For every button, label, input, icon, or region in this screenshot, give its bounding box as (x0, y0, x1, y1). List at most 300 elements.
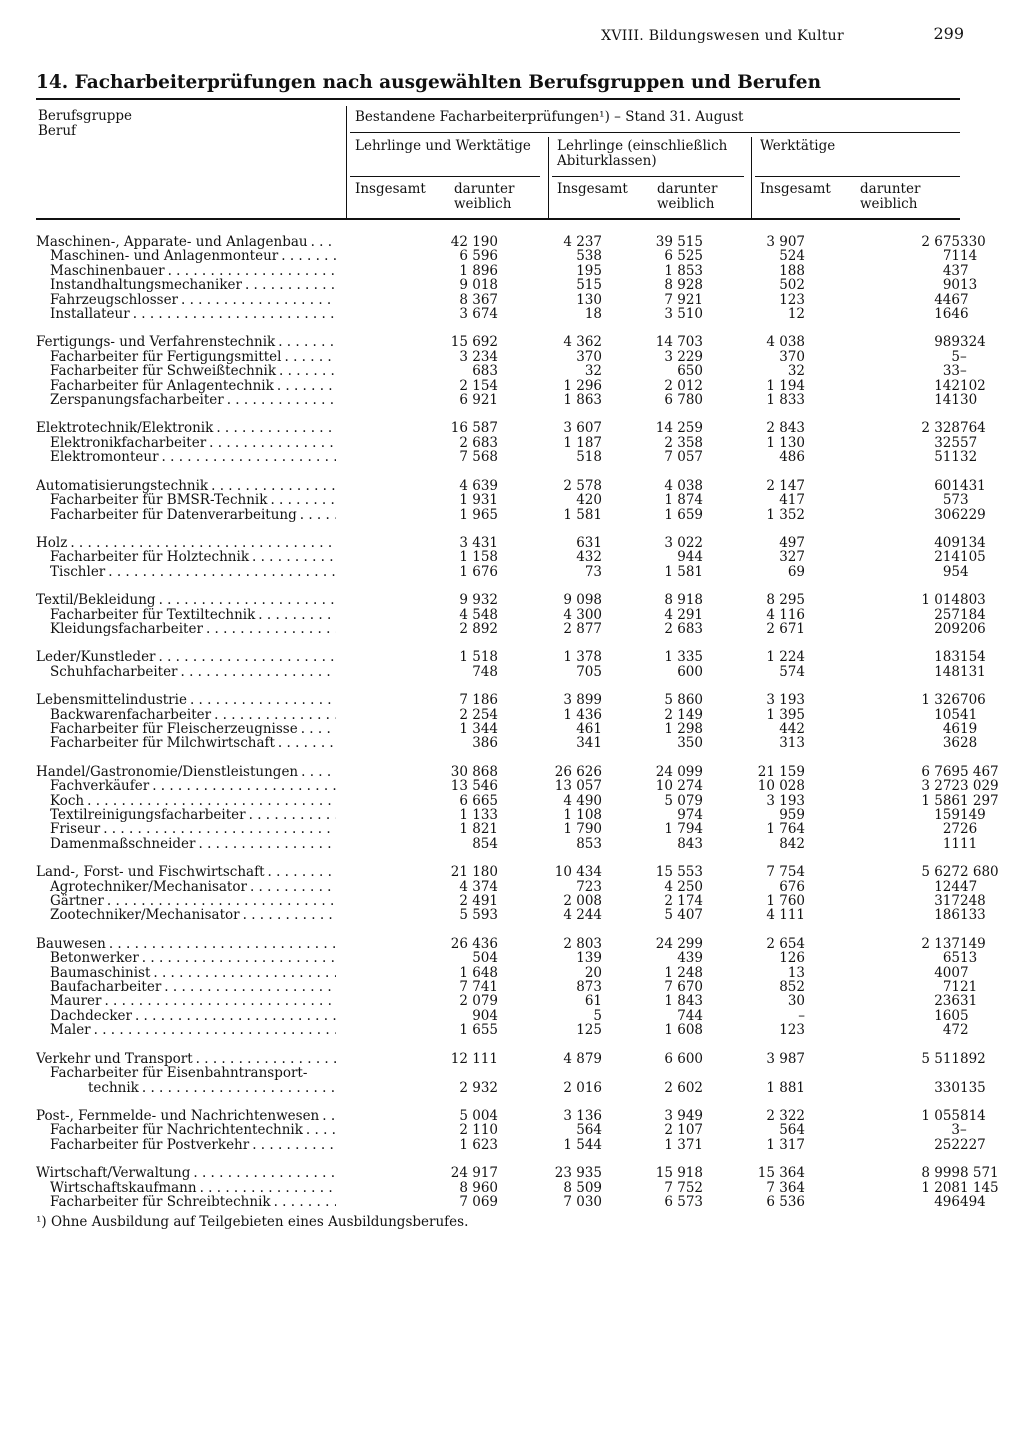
total-apprentices-cell: 4 291 (664, 606, 703, 623)
total-workers-cell: 257 (934, 606, 960, 623)
female-apprentices-cell: 1 352 (766, 506, 805, 523)
female-all-cell: 3 136 (563, 1107, 602, 1124)
row-label (36, 765, 336, 779)
total-all-cell: 1 623 (459, 1136, 498, 1153)
female-apprentices-cell: 1 395 (766, 706, 805, 723)
total-all-cell: 8 367 (459, 291, 498, 308)
total-apprentices-cell: 5 860 (664, 692, 703, 709)
row-label (36, 350, 336, 364)
group-row: Textil/Bekleidung . . . 9 932 9 098 8 918 8 295 1 014 803 (36, 593, 960, 607)
occupation-row: Facharbeiter für Anlagentechnik . . . 2 154 1 296 2 012 1 194 142 102 (36, 379, 960, 393)
leader-dots (278, 335, 336, 349)
row-label (36, 608, 336, 622)
group-row: Holz . . . 3 431 631 3 022 497 409 134 (36, 536, 960, 550)
leader-dots (270, 493, 336, 507)
female-apprentices-cell: 1 224 (766, 649, 805, 666)
spacer-cell (336, 1109, 399, 1123)
total-all-cell: 2 154 (459, 377, 498, 394)
row-label-text: Dachdecker (50, 1009, 135, 1023)
total-workers-cell: 95 (942, 563, 960, 580)
col-female-2-line2: weiblich (657, 196, 715, 212)
gap-cell (36, 407, 960, 421)
group-gap (36, 522, 960, 536)
total-workers-cell: 2 328 (921, 420, 960, 437)
data-table (36, 234, 999, 1210)
total-all-cell: 904 (472, 1007, 498, 1024)
total-workers-cell: 1 208 (921, 1179, 960, 1196)
female-apprentices-cell: 852 (779, 979, 805, 996)
leader-dots (159, 593, 336, 607)
leader-dots (87, 794, 336, 808)
spacer-cell (336, 1052, 399, 1066)
female-apprentices-cell: 1 881 (766, 1079, 805, 1096)
total-apprentices-cell: 974 (677, 807, 703, 823)
female-apprentices-cell: 123 (779, 1022, 805, 1039)
total-all-cell: 1 676 (459, 563, 498, 580)
spacer-cell (336, 379, 399, 393)
total-workers-cell: 105 (934, 706, 960, 723)
total-workers-cell (805, 1066, 960, 1080)
total-apprentices-cell: 7 921 (664, 291, 703, 308)
leader-dots (107, 894, 336, 908)
total-workers-cell: 1 586 (921, 792, 960, 809)
row-label (36, 822, 336, 836)
total-apprentices-cell: 1 659 (664, 506, 703, 523)
occupation-row: Maler . . . 1 655 125 1 608 123 47 2 (36, 1023, 960, 1037)
spacer-cell (336, 293, 399, 307)
occupation-row: Kleidungsfacharbeiter . . . 2 892 2 877 2 683 2 671 209 206 (36, 622, 960, 636)
female-all-cell: 2 008 (563, 893, 602, 910)
row-label-text: Agrotechniker/Mechanisator (50, 880, 250, 894)
group-gap (36, 321, 960, 335)
row-label-text: Holz (36, 536, 70, 550)
col-female-3-line1: darunter (860, 181, 921, 197)
occupation-row: Facharbeiter für Milchwirtschaft . . . 386 341 350 313 36 28 (36, 736, 960, 750)
total-all-cell: 683 (472, 363, 498, 380)
group-gap (36, 1095, 960, 1109)
total-apprentices-cell: 3 022 (664, 534, 703, 551)
row-label (36, 994, 336, 1008)
total-apprentices-cell: 7 752 (664, 1179, 703, 1196)
row-label (36, 779, 336, 793)
leader-dots (109, 937, 336, 951)
female-apprentices-cell: 327 (779, 549, 805, 566)
row-label (36, 1081, 336, 1095)
row-label-text: Leder/Kunstleder (36, 650, 159, 664)
total-workers-cell: 159 (934, 807, 960, 823)
total-workers-cell: 400 (934, 964, 960, 981)
female-all-cell: 538 (576, 248, 602, 265)
spacer-cell (336, 808, 399, 822)
female-apprentices-cell: 1 764 (766, 821, 805, 838)
header-vline-1 (346, 106, 347, 218)
row-label-text: Facharbeiter für Postverkehr (50, 1138, 252, 1152)
row-label-text: Textil/Bekleidung (36, 593, 159, 607)
female-all-cell: 1 863 (563, 392, 602, 409)
group-gap (36, 1152, 960, 1166)
leader-dots (252, 550, 336, 564)
total-all-cell: 7 069 (459, 1193, 498, 1210)
row-label (36, 293, 336, 307)
group-row: Verkehr und Transport . . . 12 111 4 879 6 600 3 987 5 511 892 (36, 1052, 960, 1066)
row-label-text: Zootechniker/Mechanisator (50, 908, 243, 922)
occupation-row: Maschinen- und Anlagenmonteur . . . 6 596 538 6 525 524 71 14 (36, 249, 960, 263)
female-all-cell: 8 509 (563, 1179, 602, 1196)
total-workers-cell: 183 (934, 649, 960, 666)
row-label-text: Betonwerker (50, 951, 142, 965)
group-gap (36, 636, 960, 650)
leader-dots (322, 1109, 336, 1123)
total-workers-cell: 511 (934, 449, 960, 466)
total-apprentices-cell: 8 918 (664, 592, 703, 609)
total-apprentices-cell: 39 515 (655, 234, 703, 250)
total-workers-cell: 71 (942, 979, 960, 996)
leader-dots (311, 235, 336, 249)
leader-dots (159, 650, 336, 664)
spacer-cell (336, 278, 399, 292)
table-body (36, 234, 999, 1210)
female-all-cell: 341 (576, 735, 602, 752)
footnote: ¹) Ohne Ausbildung auf Teilgebieten eines Ausbildungsberufes. (36, 1214, 469, 1230)
total-all-cell: 4 548 (459, 606, 498, 623)
total-all-cell: 1 965 (459, 506, 498, 523)
group1-header: Lehrlinge und Werktätige (355, 138, 531, 154)
row-label (36, 364, 336, 378)
header-bottom-rule (36, 218, 960, 220)
total-workers-cell: 43 (942, 262, 960, 279)
occupation-row: Facharbeiter für Fertigungsmittel . . . 3 234 370 3 229 370 5 – (36, 350, 960, 364)
row-label (36, 1066, 336, 1080)
row-label-text: Fahrzeugschlosser (50, 293, 181, 307)
group-gap (36, 851, 960, 865)
total-apprentices-cell: 1 608 (664, 1022, 703, 1039)
total-all-cell: 30 868 (450, 763, 498, 780)
row-label-text: Fachverkäufer (50, 779, 152, 793)
female-apprentices-cell: 4 116 (766, 606, 805, 623)
data-table-area (36, 234, 999, 1210)
row-label-text: Baumaschinist (50, 966, 153, 980)
total-all-cell: 7 568 (459, 449, 498, 466)
total-workers-cell: 306 (934, 506, 960, 523)
total-workers-cell: 1 014 (921, 592, 960, 609)
row-label-text: Facharbeiter für Textiltechnik (50, 608, 258, 622)
row-label-text: Elektrotechnik/Elektronik (36, 421, 216, 435)
stub-header-line1: Berufsgruppe (38, 108, 133, 124)
female-apprentices-cell: 3 987 (766, 1050, 805, 1067)
total-workers-cell: 2 137 (921, 935, 960, 952)
total-apprentices-cell: 1 581 (664, 563, 703, 580)
occupation-row: Baufacharbeiter . . . 7 741 873 7 670 852 71 21 (36, 980, 960, 994)
row-label (36, 708, 336, 722)
row-label (36, 249, 336, 263)
female-all-cell: 564 (576, 1122, 602, 1139)
spacer-cell (336, 436, 399, 450)
spacer-cell (336, 622, 399, 636)
occupation-row: Schuhfacharbeiter . . . 748 705 600 574 148 131 (36, 665, 960, 679)
total-all-cell: 504 (472, 950, 498, 967)
row-label-text: Bauwesen (36, 937, 109, 951)
row-label-text: Verkehr und Transport (36, 1052, 196, 1066)
leader-dots (94, 1023, 336, 1037)
header-vline-3 (751, 137, 752, 218)
row-label (36, 379, 336, 393)
total-apprentices-cell: 2 602 (664, 1079, 703, 1096)
row-label (36, 1109, 336, 1123)
total-workers-cell: 8 999 (921, 1165, 960, 1182)
female-apprentices-cell: 497 (779, 534, 805, 551)
row-label (36, 565, 336, 579)
row-label (36, 1023, 336, 1037)
spacer-cell (336, 1023, 399, 1037)
total-all-cell: 7 186 (459, 692, 498, 709)
spacer-cell (336, 1166, 399, 1180)
leader-dots (70, 536, 336, 550)
female-apprentices-cell: 524 (779, 248, 805, 265)
total-workers-cell: 186 (934, 907, 960, 924)
female-apprentices-cell: 7 364 (766, 1179, 805, 1196)
row-label (36, 1181, 336, 1195)
female-apprentices-cell: 842 (779, 835, 805, 852)
col-female-1-line1: darunter (454, 181, 515, 197)
row-label-text: Elektronikfacharbeiter (50, 436, 209, 450)
group-row: Post-, Fernmelde- und Nachrichtenwesen . . . 5 004 3 136 3 949 2 322 1 055 814 (36, 1109, 960, 1123)
occupation-row: Friseur . . . 1 821 1 790 1 794 1 764 27 26 (36, 822, 960, 836)
female-all-cell: 1 544 (563, 1136, 602, 1153)
female-all-cell: 23 935 (554, 1165, 602, 1182)
total-all-cell: 2 110 (459, 1122, 498, 1139)
row-label-text: Facharbeiter für Schweißtechnik (50, 364, 279, 378)
total-workers-cell: 36 (942, 735, 960, 752)
row-label-text: Baufacharbeiter (50, 980, 164, 994)
occupation-row: Wirtschaftskaufmann . . . 8 960 8 509 7 752 7 364 1 208 1 145 (36, 1181, 960, 1195)
spacer-cell (336, 307, 399, 321)
gap-cell (36, 751, 960, 765)
group-row: Fertigungs- und Verfahrenstechnik . . . 15 692 4 362 14 703 4 038 989 324 (36, 335, 960, 349)
total-workers-cell: 46 (942, 720, 960, 737)
female-all-cell: 370 (576, 348, 602, 365)
total-workers-cell: 57 (942, 492, 960, 509)
spacer-cell (336, 264, 399, 278)
row-label-text: Automatisierungstechnik (36, 479, 211, 493)
female-all-cell: 518 (576, 449, 602, 466)
row-label-text: Fertigungs- und Verfahrenstechnik (36, 335, 278, 349)
group-row: Handel/Gastronomie/Dienstleistungen . . . 30 868 26 626 24 099 21 159 6 769 5 467 (36, 765, 960, 779)
row-label-text: Zerspanungsfacharbeiter (50, 393, 227, 407)
row-label (36, 1052, 336, 1066)
gap-cell (36, 321, 960, 335)
total-apprentices-cell: 2 012 (664, 377, 703, 394)
female-apprentices-cell: 8 295 (766, 592, 805, 609)
spacer-cell (336, 822, 399, 836)
spacer-cell (336, 736, 399, 750)
group-gap (36, 1038, 960, 1052)
female-apprentices-cell: 2 671 (766, 620, 805, 637)
group3-header: Werktätige (760, 138, 836, 154)
row-label (36, 493, 336, 507)
row-label-text: Instandhaltungsmechaniker (50, 278, 245, 292)
female-apprentices-cell: 123 (779, 291, 805, 308)
total-all-cell: 748 (472, 663, 498, 680)
group-row: Bauwesen . . . 26 436 2 803 24 299 2 654 2 137 149 (36, 937, 960, 951)
row-label (36, 335, 336, 349)
total-apprentices-cell: 6 600 (664, 1050, 703, 1067)
total-apprentices-cell: 2 683 (664, 620, 703, 637)
total-workers-cell: 601 (934, 477, 960, 494)
page-number: 299 (933, 24, 964, 43)
row-label-text: Tischler (50, 565, 108, 579)
female-apprentices-cell: 417 (779, 492, 805, 509)
total-apprentices-cell: 6 780 (664, 392, 703, 409)
female-apprentices-cell: 10 028 (757, 778, 805, 795)
total-apprentices-cell: 350 (677, 735, 703, 752)
occupation-row: Elektronikfacharbeiter . . . 2 683 1 187 2 358 1 130 325 57 (36, 436, 960, 450)
occupation-row: Facharbeiter für Schreibtechnik . . . 7 069 7 030 6 573 6 536 496 494 (36, 1195, 960, 1209)
female-apprentices-cell: 4 111 (766, 907, 805, 924)
female-apprentices-cell: 313 (779, 735, 805, 752)
total-workers-cell: 3 272 (921, 778, 960, 795)
spanner-rule (350, 132, 960, 133)
row-label (36, 622, 336, 636)
row-label (36, 665, 336, 679)
occupation-row: Installateur . . . 3 674 18 3 510 12 164 6 (36, 307, 960, 321)
spacer-cell (336, 1181, 399, 1195)
spacer-cell (336, 350, 399, 364)
header-vline-2 (548, 137, 549, 218)
female-apprentices-cell: 2 147 (766, 477, 805, 494)
leader-dots (190, 693, 336, 707)
occupation-row: Facharbeiter für Datenverarbeitung . . . 1 965 1 581 1 659 1 352 306 229 (36, 508, 960, 522)
female-all-cell: 461 (576, 720, 602, 737)
female-apprentices-cell: 2 843 (766, 420, 805, 437)
row-label-text: Maschinen-, Apparate- und Anlagenbau (36, 235, 311, 249)
total-all-cell: 1 821 (459, 821, 498, 838)
spacer-cell (336, 364, 399, 378)
female-all-cell: 26 626 (554, 763, 602, 780)
row-label-text: Kleidungsfacharbeiter (50, 622, 206, 636)
leader-dots (250, 880, 336, 894)
total-apprentices-cell: 1 298 (664, 720, 703, 737)
row-label (36, 808, 336, 822)
group-row: Automatisierungstechnik . . . 4 639 2 578 4 038 2 147 601 431 (36, 479, 960, 493)
group-rule-3 (755, 176, 960, 177)
female-all-cell: 4 362 (563, 334, 602, 351)
occupation-row: Facharbeiter für Fleischerzeugnisse . . . 1 344 461 1 298 442 46 19 (36, 722, 960, 736)
total-workers-cell: 252 (934, 1136, 960, 1153)
gap-cell (36, 1038, 960, 1052)
female-apprentices-cell: 2 654 (766, 935, 805, 952)
leader-dots (162, 450, 336, 464)
total-apprentices-cell: 1 335 (664, 649, 703, 666)
row-label-text: Facharbeiter für Schreibtechnik (50, 1195, 274, 1209)
female-all-cell: 5 (593, 1007, 602, 1024)
occupation-row: Baumaschinist . . . 1 648 20 1 248 13 400 7 (36, 966, 960, 980)
female-apprentices-cell: 7 754 (766, 864, 805, 881)
total-apprentices-cell: 1 874 (664, 492, 703, 509)
female-all-cell: 3 899 (563, 692, 602, 709)
row-label-text: Textilreinigungsfacharbeiter (50, 808, 249, 822)
total-all-cell: 1 158 (459, 549, 498, 566)
occupation-row: Facharbeiter für BMSR-Technik . . . 1 931 420 1 874 417 57 3 (36, 493, 960, 507)
total-apprentices-cell: 2 149 (664, 706, 703, 723)
total-all-cell: 5 593 (459, 907, 498, 924)
running-head: XVIII. Bildungswesen und Kultur (601, 28, 844, 44)
total-workers-cell: 2 675 (921, 234, 960, 250)
row-label (36, 536, 336, 550)
occupation-row: Koch . . . 6 665 4 490 5 079 3 193 1 586 1 297 (36, 794, 960, 808)
leader-dots (206, 622, 336, 636)
spacer-cell (336, 479, 399, 493)
total-workers-cell: 5 627 (921, 864, 960, 881)
spacer-cell (336, 508, 399, 522)
total-apprentices-cell: 3 949 (664, 1107, 703, 1124)
row-label-text: Facharbeiter für BMSR-Technik (50, 493, 270, 507)
total-apprentices-cell: 10 274 (655, 778, 703, 795)
total-apprentices-cell: 14 703 (655, 334, 703, 351)
row-label-text: Facharbeiter für Fleischerzeugnisse (50, 722, 301, 736)
female-all-cell: 2 016 (563, 1079, 602, 1096)
spacer-cell (336, 1123, 399, 1137)
gap-cell (36, 579, 960, 593)
total-workers-cell: 1 326 (921, 692, 960, 709)
stub-header-line2: Beruf (38, 123, 77, 139)
leader-dots (278, 736, 336, 750)
total-workers-cell: 3 (951, 1122, 960, 1139)
total-all-cell: 1 648 (459, 964, 498, 981)
occupation-row: Tischler . . . 1 676 73 1 581 69 95 4 (36, 565, 960, 579)
total-all-cell: 1 896 (459, 262, 498, 279)
leader-dots (199, 837, 337, 851)
row-label-text: Maschinenbauer (50, 264, 168, 278)
total-apprentices-cell: 2 358 (664, 434, 703, 451)
female-apprentices-cell: 126 (779, 950, 805, 967)
leader-dots (249, 808, 336, 822)
occupation-row: Facharbeiter für Nachrichtentechnik . . . 2 110 564 2 107 564 3 – (36, 1123, 960, 1137)
row-label (36, 865, 336, 879)
total-apprentices-cell: 3 510 (664, 306, 703, 323)
total-apprentices-cell: 650 (677, 363, 703, 380)
row-label (36, 421, 336, 435)
total-all-cell: 5 004 (459, 1107, 498, 1124)
female-apprentices-cell: 1 130 (766, 434, 805, 451)
female-all-cell (498, 1066, 602, 1080)
row-label (36, 307, 336, 321)
female-all-cell: 1 790 (563, 821, 602, 838)
total-all-cell: 2 683 (459, 434, 498, 451)
leader-dots (306, 1123, 336, 1137)
leader-dots (274, 1195, 336, 1209)
female-all-cell: 4 244 (563, 907, 602, 924)
row-label-text: Handel/Gastronomie/Dienstleistungen (36, 765, 301, 779)
spacer-cell (336, 894, 399, 908)
female-all-cell: 723 (576, 878, 602, 895)
total-all-cell: 386 (472, 735, 498, 752)
group-gap (36, 751, 960, 765)
spacer-cell (336, 779, 399, 793)
total-workers-cell: 6 769 (921, 763, 960, 780)
total-all-cell: 1 655 (459, 1022, 498, 1039)
total-all-cell: 3 234 (459, 348, 498, 365)
row-label (36, 1123, 336, 1137)
total-workers-cell: 209 (934, 620, 960, 637)
total-all-cell: 2 079 (459, 993, 498, 1010)
spacer-cell (336, 722, 399, 736)
occupation-row: Fachverkäufer . . . 13 546 13 057 10 274 10 028 3 272 3 029 (36, 779, 960, 793)
row-label (36, 436, 336, 450)
female-apprentices-cell: 12 (787, 306, 805, 323)
leader-dots (196, 1052, 336, 1066)
total-workers-cell: 11 (942, 835, 960, 852)
row-label (36, 550, 336, 564)
